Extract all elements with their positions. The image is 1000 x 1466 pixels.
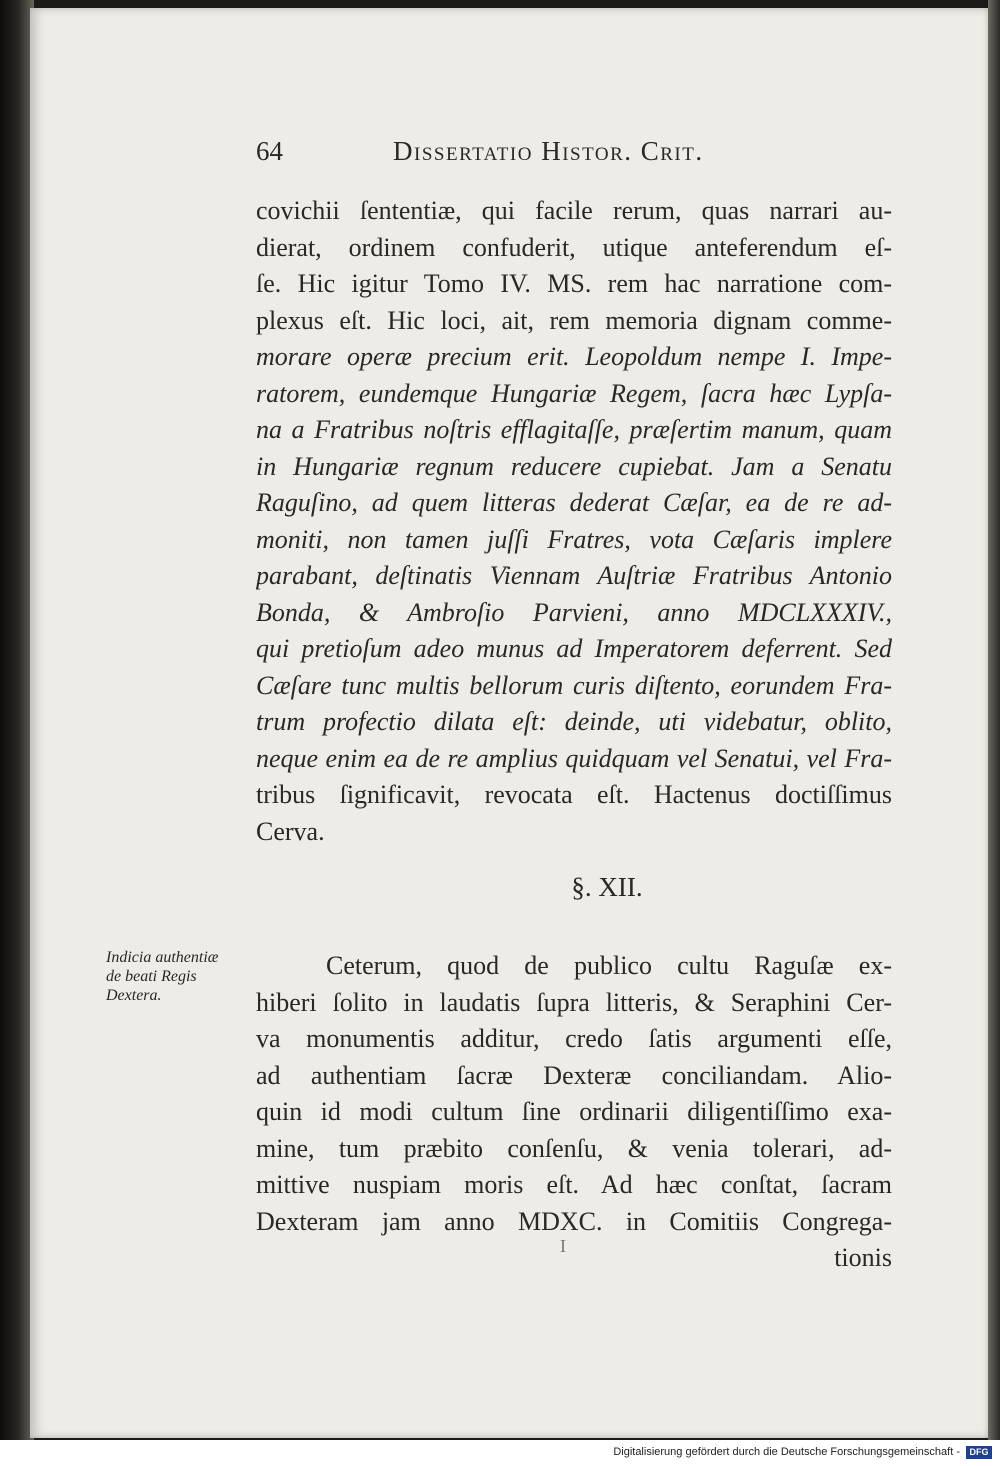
text-line: Cæſare tunc multis bellorum curis diſtento, eorundem Fra- xyxy=(256,670,892,700)
text-line: ſe. Hic igitur Tomo IV. MS. rem hac narratione com- xyxy=(256,269,892,298)
text-line: ratorem, eundemque Hungariæ Regem, ſacra hæc Lypſa- xyxy=(256,378,892,408)
marginal-note-line: de beati Regis xyxy=(106,968,197,985)
text-line: Dexteram jam anno MDXC. in Comitiis Congrega- xyxy=(256,1206,892,1236)
text-line: va monumentis additur, credo ſatis argumenti eſſe, xyxy=(256,1024,892,1053)
main-paragraph xyxy=(256,193,892,850)
text-line: moniti, non tamen juſſi Fratres, vota Cæſaris implere xyxy=(256,524,892,554)
text-line: dierat, ordinem confuderit, utique anteferendum eſ- xyxy=(256,232,892,262)
text-line: Bonda, & Ambroſio Parvieni, anno MDCLXXXIV., xyxy=(256,597,892,627)
text-line: na a Fratribus noſtris efflagitaſſe, præſertim manum, quam xyxy=(256,415,892,444)
running-head xyxy=(256,136,896,176)
page-number: 64 xyxy=(256,136,283,166)
signature-mark: I xyxy=(560,1236,566,1256)
text-line: qui pretioſum adeo munus ad Imperatorem deferrent. Sed xyxy=(256,634,892,663)
text-line: Raguſino, ad quem litteras dederat Cæſar, ea de re ad- xyxy=(256,488,892,517)
marginal-note-line: Dextera. xyxy=(106,987,162,1004)
dfg-logo: DFG xyxy=(966,1446,992,1459)
text-line: Ceterum, quod de publico cultu Raguſæ ex- xyxy=(326,951,892,980)
text-line: covichii ſententiæ, qui facile rerum, quas narrari au- xyxy=(256,196,892,225)
text-line: plexus eſt. Hic loci, ait, rem memoria dignam comme- xyxy=(256,305,892,335)
text-line: tribus ſignificavit, revocata eſt. Hactenus doctiſſimus xyxy=(256,780,892,809)
text-line: in Hungariæ regnum reducere cupiebat. Jam a Senatu xyxy=(256,451,892,481)
text-line: ad authentiam ſacræ Dexteræ conciliandam. Alio- xyxy=(256,1060,892,1090)
marginal-note-line: Indicia authentiæ xyxy=(106,949,219,966)
text-line: Cerva. xyxy=(256,816,325,846)
catchword: tionis xyxy=(834,1243,892,1272)
book-gutter-edge xyxy=(0,0,34,1440)
section-heading: §. XII. xyxy=(571,872,643,902)
page-stack-edge xyxy=(988,0,1000,1440)
footer-bar xyxy=(0,1440,1000,1466)
text-line: quin id modi cultum ſine ordinarii diligentiſſimo exa- xyxy=(256,1097,892,1126)
text-line: trum profectio dilata eſt: deinde, uti videbatur, oblito, xyxy=(256,707,892,736)
text-line: mine, tum præbito conſenſu, & venia tolerari, ad- xyxy=(256,1133,892,1163)
marginal-note xyxy=(106,948,256,1005)
running-title: Dissertatio Histor. Crit. xyxy=(393,136,704,166)
text-line: parabant, deſtinatis Viennam Auſtriæ Fratribus Antonio xyxy=(256,561,892,590)
funding-notice: Digitalisierung gefördert durch die Deutsche Forschungsgemeinschaft - xyxy=(613,1446,960,1458)
text-line: hiberi ſolito in laudatis ſupra litteris, & Seraphini Cer- xyxy=(256,987,892,1017)
second-paragraph xyxy=(256,948,892,1277)
text-line: morare operæ precium erit. Leopoldum nempe I. Impe- xyxy=(256,342,892,371)
text-line: neque enim ea de re amplius quidquam vel Senatui, vel Fra- xyxy=(256,743,892,773)
text-line: mittive nuspiam moris eſt. Ad hæc conſtat, ſacram xyxy=(256,1170,892,1199)
